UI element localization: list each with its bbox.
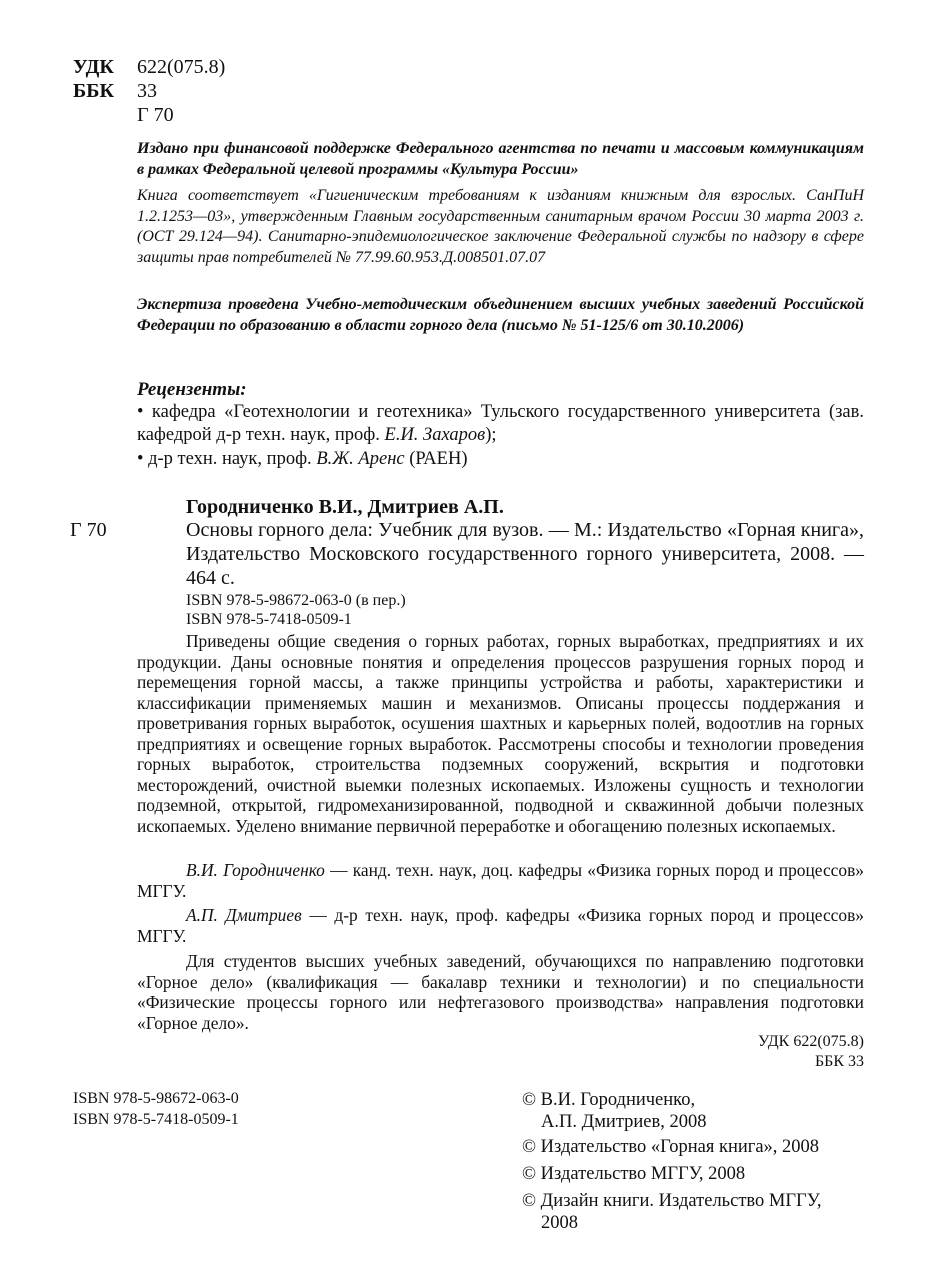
isbn-2: ISBN 978-5-7418-0509-1: [186, 611, 352, 628]
udk-bottom: УДК 622(075.8): [758, 1033, 864, 1050]
udk-value: 622(075.8): [137, 56, 226, 78]
bbk-bottom: ББК 33: [814, 1053, 864, 1070]
hygiene-note: Книга соответствует «Гигиеническим требованиям к изданиям книжным для взрослых. СанПиН 1.2.1253—03», утвержденным Главным государственным санитарным врачом России 30 марта 2003 г. (ОСТ 29.124—94). Санитарно-эпидемиологическое заключение Федеральной службы по надзору в сфере защиты прав потребителей № 77.99.60.953.Д.008501.07.07: [137, 187, 864, 266]
about-author-1: [137, 860, 864, 901]
bbk-label: ББК: [73, 80, 114, 102]
expertise-note: Экспертиза проведена Учебно-методическим объединением высших учебных заведений Российской Федерации по образованию в области горного дела (письмо № 51-125/6 от 30.10.2006): [137, 296, 864, 334]
reviewer-2: [137, 448, 864, 471]
funding-note: Издано при финансовой поддержке Федерального агентства по печати и массовым коммуникациям в рамках Федеральной целевой программы «Культура России»: [137, 140, 864, 178]
udk-bbk-bottom: [758, 1032, 864, 1072]
reviewer-2-name: В.Ж. Аренс: [316, 449, 405, 469]
abstract: Приведены общие сведения о горных работах, горных выработках, предприятиях и их продукции. Даны основные понятия и определения процессов разрушения горных пород и перемещения горной массы, а также принципы устройства и работы, характеристики и классификации применяемых машин и механизмов. Описаны процессы поддержания и проветривания горных выработок, осушения шахтных и карьерных полей, водоотлив на горных предприятиях и освещение горных выработок. Рассмотрены способы и технологии проведения горных выработок, строительства подземных сооружений, вскрытия и подготовки месторождений, очистной выемки полезных ископаемых. Изложены сущность и технологии подземной, открытой, гидромеханизированной, подводной и скважинной добычи полезных ископаемых. Уделено внимание первичной переработке и обогащению полезных ископаемых.: [137, 631, 864, 836]
about-author-2: [137, 905, 864, 946]
reviewer-1-end: );: [485, 425, 497, 445]
reviewer-1-name: Е.И. Захаров: [384, 425, 486, 445]
copyright-mggu: © Издательство МГГУ, 2008: [522, 1164, 746, 1184]
reviewer-2-text: • д-р техн. наук, проф.: [137, 449, 317, 469]
author-1-text: — канд. техн. наук, доц. кафедры «Физика горных пород и процессов» МГГУ.: [137, 860, 864, 901]
book-authors: Городниченко В.И., Дмитриев А.П.: [186, 496, 504, 518]
copyright-design: [522, 1190, 821, 1234]
copyright-authors: [522, 1089, 706, 1133]
bib-description: Основы горного дела: Учебник для вузов. — М.: Издательство «Горная книга», Издательство Московского государственного горного университета, 2008. — 464 с.: [186, 519, 864, 589]
isbn-1: ISBN 978-5-98672-063-0 (в пер.): [186, 592, 406, 609]
udk-label: УДК: [73, 56, 114, 78]
author-2-text: — д-р техн. наук, проф. кафедры «Физика горных пород и процессов» МГГУ.: [137, 905, 864, 946]
author-2-name: А.П. Дмитриев: [186, 905, 302, 925]
reviewer-2-end: (РАЕН): [404, 449, 468, 469]
copyright-design-line2: 2008: [541, 1213, 578, 1233]
copyright-gornaya-kniga: © Издательство «Горная книга», 2008: [522, 1137, 820, 1157]
author-mark: Г 70: [137, 104, 174, 126]
reviewer-1: [137, 401, 864, 447]
bbk-value: 33: [137, 80, 157, 102]
bib-mark: Г 70: [70, 519, 107, 541]
audience: Для студентов высших учебных заведений, обучающихся по направлению подготовки «Горное дело» (квалификация — бакалавр техники и технологии) и по специальности «Физические процессы горного или нефтегазового производства» направления подготовки «Горное дело».: [137, 951, 864, 1033]
copyright-design-line1: © Дизайн книги. Издательство МГГУ,: [522, 1191, 822, 1211]
isbn-bottom-1: ISBN 978-5-98672-063-0: [73, 1090, 239, 1107]
reviewer-1-text: • кафедра «Геотехнологии и геотехника» Тульского государственного университета (зав. кафедрой д-р техн. наук, проф.: [137, 402, 864, 445]
isbn-bottom-2: ISBN 978-5-7418-0509-1: [73, 1111, 239, 1128]
reviewers-title: Рецензенты:: [137, 379, 247, 400]
copyright-authors-line1: © В.И. Городниченко,: [522, 1090, 696, 1110]
author-1-name: В.И. Городниченко: [186, 860, 325, 880]
copyright-authors-line2: А.П. Дмитриев, 2008: [541, 1112, 707, 1132]
